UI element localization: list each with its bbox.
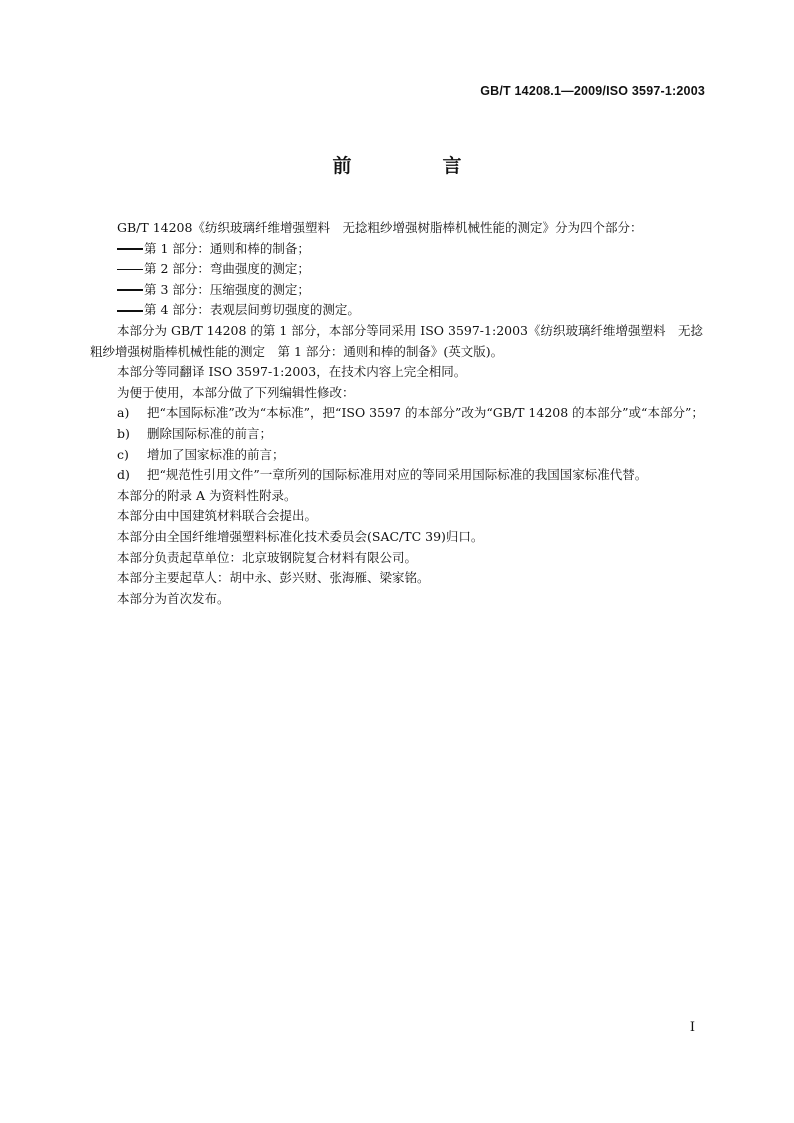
item-text: 删除国际标准的前言； — [147, 425, 273, 441]
proposer-paragraph: 本部分由中国建筑材料联合会提出。 — [117, 508, 318, 524]
item-text: 把“本国际标准”改为“本标准”，把“ISO 3597 的本部分”改为“GB/T 14208 的本部分”或“本部分”； — [147, 405, 704, 421]
dash-mark — [117, 248, 143, 250]
page-title: 前 言 — [332, 155, 498, 177]
list-item-part-1 — [90, 239, 710, 260]
committee-paragraph: 本部分由全国纤维增强塑料标准化技术委员会(SAC/TC 39)归口。 — [117, 528, 484, 544]
intro-paragraph: GB/T 14208《纺织玻璃纤维增强塑料 无捻粗纱增强树脂棒机械性能的测定》分为四个部分： — [117, 220, 643, 235]
item-label: c) — [117, 446, 129, 462]
first-issue-paragraph: 本部分为首次发布。 — [117, 590, 230, 606]
edit-item-d — [90, 465, 710, 486]
editorial-paragraph: 为便于使用，本部分做了下列编辑性修改： — [117, 384, 355, 400]
standard-number: GB/T 14208.1—2009/ISO 3597-1:2003 — [480, 84, 705, 98]
item-label: a) — [117, 405, 130, 421]
page-number: I — [689, 1020, 695, 1035]
dash-mark — [117, 289, 143, 291]
dash-mark — [117, 310, 143, 312]
item-text: 增加了国家标准的前言； — [147, 446, 285, 462]
foreword-body — [90, 218, 710, 609]
item-label: d) — [117, 467, 130, 483]
drafting-unit-paragraph: 本部分负责起草单位：北京玻钢院复合材料有限公司。 — [117, 549, 418, 565]
list-item-part-4 — [90, 300, 710, 321]
drafters-paragraph: 本部分主要起草人：胡中永、彭兴财、张海雁、梁家铭。 — [117, 570, 430, 586]
list-item-part-2 — [90, 259, 710, 280]
part-text: 第 2 部分：弯曲强度的测定； — [144, 261, 310, 277]
part-text: 第 3 部分：压缩强度的测定； — [144, 281, 310, 297]
edit-item-b — [90, 424, 710, 445]
dash-mark — [117, 269, 143, 271]
item-label: b) — [117, 425, 130, 441]
part-text: 第 4 部分：表观层间剪切强度的测定。 — [144, 302, 360, 318]
edit-item-c — [90, 445, 710, 466]
item-text: 把“规范性引用文件”一章所列的国际标准用对应的等同采用国际标准的我国国家标准代替。 — [147, 467, 648, 483]
annex-paragraph: 本部分的附录 A 为资料性附录。 — [117, 487, 297, 503]
part-text: 第 1 部分：通则和棒的制备； — [144, 240, 310, 256]
list-item-part-3 — [90, 280, 710, 301]
edit-item-a — [90, 403, 710, 424]
translation-paragraph: 本部分等同翻译 ISO 3597-1:2003，在技术内容上完全相同。 — [117, 364, 467, 380]
part-of-paragraph: 本部分为 GB/T 14208 的第 1 部分，本部分等同采用 ISO 3597-1:2003《纺织玻璃纤维增强塑料 无捻粗纱增强树脂棒机械性能的测定 第 1 部分：通则和棒的制备》(英文版)。 — [90, 322, 704, 359]
